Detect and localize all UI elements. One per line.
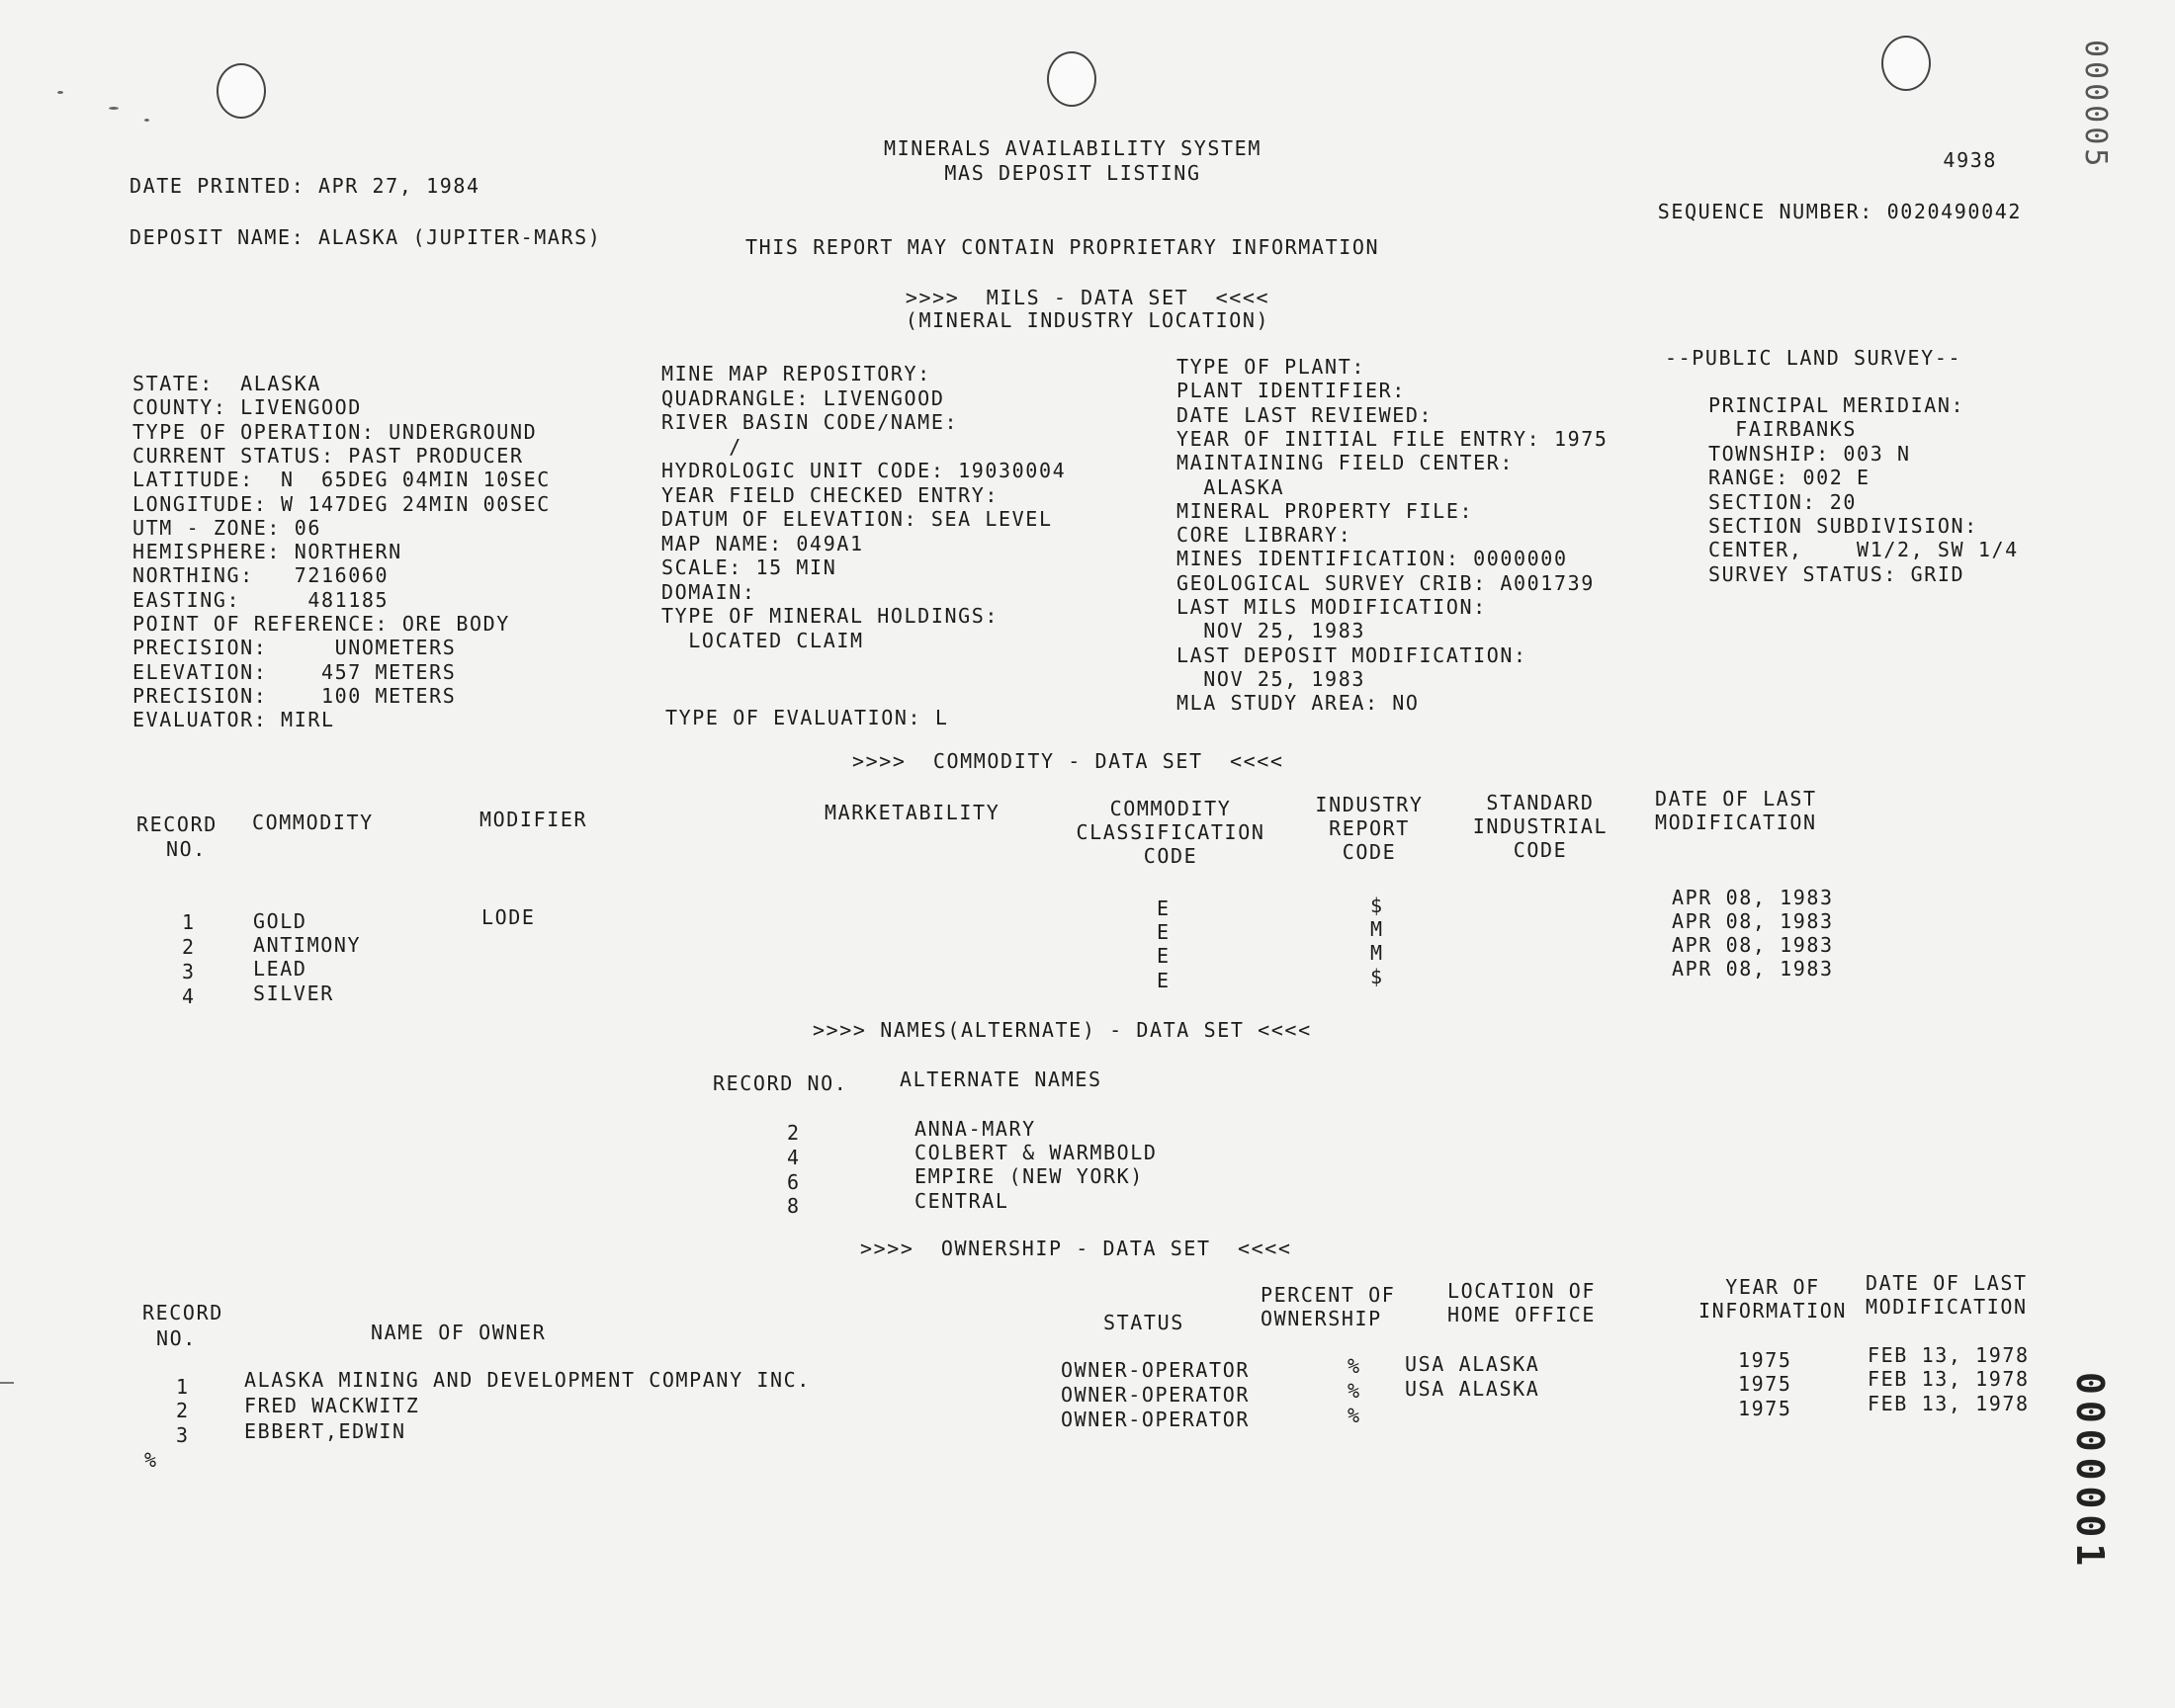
commodity-header-record-2: NO. (166, 837, 207, 861)
ownership-header-record-1: RECORD (142, 1301, 223, 1324)
ownership-no: 1 (176, 1375, 190, 1399)
mils-field: HEMISPHERE: NORTHERN (132, 540, 402, 564)
mils-field: GEOLOGICAL SURVEY CRIB: A001739 (1176, 570, 1595, 595)
commodity-header-standard-1: STANDARD (1486, 791, 1595, 814)
ownership-header-percent-2: OWNERSHIP (1261, 1307, 1382, 1330)
ownership-location: USA ALASKA (1405, 1352, 1540, 1376)
names-no: 6 (787, 1170, 801, 1194)
mils-field: / (661, 434, 742, 459)
ownership-header-date-1: DATE OF LAST (1866, 1271, 2028, 1295)
ownership-header-owner: NAME OF OWNER (371, 1321, 547, 1344)
commodity-header-standard-2: INDUSTRIAL (1472, 814, 1609, 838)
commodity-industry-code: M (1370, 941, 1384, 965)
ownership-header-percent-1: PERCENT OF (1261, 1283, 1396, 1307)
commodity-heading: >>>> COMMODITY - DATA SET <<<< (852, 749, 1284, 773)
smudge-mark (109, 107, 119, 110)
mils-field: TOWNSHIP: 003 N (1708, 441, 1911, 466)
ownership-header-location-1: LOCATION OF (1447, 1279, 1597, 1303)
ownership-header-location-2: HOME OFFICE (1447, 1303, 1597, 1326)
commodity-date: APR 08, 1983 (1672, 933, 1834, 957)
mils-field: DATE LAST REVIEWED: (1176, 402, 1434, 427)
ownership-date: FEB 13, 1978 (1868, 1343, 2030, 1367)
mils-field: NOV 25, 1983 (1176, 666, 1365, 691)
commodity-industry-code: $ (1370, 965, 1384, 988)
commodity-header-commodity: COMMODITY (252, 811, 374, 834)
commodity-classification: E (1157, 897, 1171, 920)
commodity-name: GOLD (253, 909, 307, 933)
sequence-number: SEQUENCE NUMBER: 0020490042 (1657, 200, 2022, 223)
page-edge-mark (0, 1382, 14, 1384)
commodity-classification: E (1157, 944, 1171, 968)
mils-field: DOMAIN: (661, 579, 756, 604)
deposit-name: DEPOSIT NAME: ALASKA (JUPITER-MARS) (130, 225, 602, 249)
mils-field: RANGE: 002 E (1708, 466, 1870, 490)
system-title: MINERALS AVAILABILITY SYSTEM (884, 136, 1262, 160)
mils-field: ALASKA (1176, 474, 1285, 499)
commodity-header-standard-3: CODE (1513, 838, 1568, 862)
commodity-header-classification-1: COMMODITY (1109, 797, 1232, 820)
names-heading: >>>> NAMES(ALTERNATE) - DATA SET <<<< (813, 1018, 1312, 1042)
commodity-name: LEAD (253, 957, 307, 981)
mils-field: COUNTY: LIVENGOOD (132, 395, 362, 420)
commodity-name: ANTIMONY (253, 933, 362, 957)
commodity-header-industry-3: CODE (1342, 840, 1397, 864)
mils-field: PLANT IDENTIFIER: (1176, 379, 1406, 403)
mils-field: MLA STUDY AREA: NO (1176, 691, 1420, 716)
commodity-header-industry-2: REPORT (1329, 816, 1410, 840)
mils-field: EASTING: 481185 (132, 587, 390, 612)
ownership-header-date-2: MODIFICATION (1866, 1295, 2028, 1319)
mils-field: TYPE OF PLANT: (1176, 355, 1365, 379)
listing-title: MAS DEPOSIT LISTING (944, 161, 1201, 185)
mils-field: EVALUATOR: MIRL (132, 708, 335, 732)
mils-field: SECTION SUBDIVISION: (1708, 514, 1978, 538)
ownership-no: 2 (176, 1399, 190, 1422)
mils-field: LOCATED CLAIM (661, 628, 864, 652)
smudge-mark (57, 91, 63, 94)
names-no: 4 (787, 1146, 801, 1169)
public-land-survey-heading: --PUBLIC LAND SURVEY-- (1665, 346, 1962, 370)
mils-field: STATE: ALASKA (132, 372, 321, 395)
punch-hole-left (217, 63, 266, 119)
date-printed: DATE PRINTED: APR 27, 1984 (130, 174, 480, 198)
commodity-header-classification-2: CLASSIFICATION (1076, 820, 1265, 844)
ownership-header-status: STATUS (1103, 1311, 1184, 1334)
mils-field: QUADRANGLE: LIVENGOOD (661, 385, 945, 410)
mils-field: RIVER BASIN CODE/NAME: (661, 410, 959, 434)
mils-field: TYPE OF MINERAL HOLDINGS: (661, 604, 1000, 628)
mils-field: TYPE OF OPERATION: UNDERGROUND (132, 419, 538, 444)
commodity-date: APR 08, 1983 (1672, 957, 1834, 981)
mils-field: SURVEY STATUS: GRID (1708, 561, 1965, 586)
mils-field: MAINTAINING FIELD CENTER: (1176, 451, 1515, 475)
mils-field: FAIRBANKS (1708, 417, 1858, 442)
commodity-header-marketability: MARKETABILITY (825, 801, 1000, 824)
type-of-evaluation: TYPE OF EVALUATION: L (665, 706, 949, 729)
commodity-modifier: LODE (481, 905, 536, 929)
ownership-date: FEB 13, 1978 (1868, 1392, 2030, 1415)
mils-field: HYDROLOGIC UNIT CODE: 19030004 (661, 459, 1067, 482)
names-name: COLBERT & WARMBOLD (914, 1141, 1158, 1164)
ownership-status: OWNER-OPERATOR (1061, 1408, 1250, 1431)
mils-subheading: (MINERAL INDUSTRY LOCATION) (905, 308, 1270, 332)
mils-field: ELEVATION: 457 METERS (132, 659, 457, 684)
mils-heading: >>>> MILS - DATA SET <<<< (905, 286, 1270, 309)
punch-hole-right (1881, 36, 1931, 91)
mils-field: PRECISION: UNOMETERS (132, 636, 457, 660)
mils-field: MINES IDENTIFICATION: 0000000 (1176, 547, 1568, 571)
ownership-percent: % (1348, 1354, 1361, 1378)
commodity-header-classification-3: CODE (1143, 844, 1198, 868)
mils-field: CORE LIBRARY: (1176, 523, 1352, 548)
names-name: EMPIRE (NEW YORK) (914, 1164, 1144, 1188)
mils-field: DATUM OF ELEVATION: SEA LEVEL (661, 507, 1053, 531)
mils-field: YEAR FIELD CHECKED ENTRY: (661, 482, 1000, 507)
mils-field: SECTION: 20 (1708, 489, 1858, 514)
commodity-no: 3 (182, 960, 196, 983)
mils-field: LATITUDE: N 65DEG 04MIN 10SEC (132, 468, 551, 492)
ownership-year: 1975 (1738, 1372, 1792, 1396)
mils-field: PRECISION: 100 METERS (132, 683, 457, 708)
ownership-status: OWNER-OPERATOR (1061, 1358, 1250, 1382)
ownership-percent: % (1348, 1404, 1361, 1427)
commodity-name: SILVER (253, 982, 334, 1005)
stamp-top-right: 000005 (2078, 40, 2113, 171)
ownership-owner: FRED WACKWITZ (244, 1394, 420, 1417)
mils-field: NORTHING: 7216060 (132, 563, 390, 588)
mils-field: LONGITUDE: W 147DEG 24MIN 00SEC (132, 491, 551, 516)
mils-field: CENTER, W1/2, SW 1/4 (1708, 538, 2019, 562)
mils-field: POINT OF REFERENCE: ORE BODY (132, 612, 510, 636)
ownership-heading: >>>> OWNERSHIP - DATA SET <<<< (860, 1237, 1292, 1260)
commodity-no: 4 (182, 984, 196, 1008)
commodity-classification: E (1157, 920, 1171, 944)
mils-field: UTM - ZONE: 06 (132, 515, 321, 540)
names-no: 2 (787, 1121, 801, 1145)
ownership-header-year-1: YEAR OF (1725, 1275, 1820, 1299)
ownership-status: OWNER-OPERATOR (1061, 1383, 1250, 1407)
ownership-percent: % (1348, 1379, 1361, 1403)
smudge-mark (144, 119, 149, 122)
commodity-classification: E (1157, 969, 1171, 992)
commodity-header-date-1: DATE OF LAST (1655, 787, 1817, 811)
mils-field: MINERAL PROPERTY FILE: (1176, 498, 1474, 523)
names-name: CENTRAL (914, 1189, 1009, 1213)
mils-field: MINE MAP REPOSITORY: (661, 362, 931, 385)
commodity-industry-code: $ (1370, 894, 1384, 917)
ownership-year: 1975 (1738, 1397, 1792, 1420)
ownership-owner: EBBERT,EDWIN (244, 1419, 406, 1443)
names-name: ANNA-MARY (914, 1117, 1036, 1141)
mils-field: SCALE: 15 MIN (661, 555, 837, 579)
mils-field: LAST DEPOSIT MODIFICATION: (1176, 642, 1527, 667)
ownership-year: 1975 (1738, 1348, 1792, 1372)
mils-field: LAST MILS MODIFICATION: (1176, 595, 1487, 619)
mils-field: MAP NAME: 049A1 (661, 531, 864, 555)
commodity-date: APR 08, 1983 (1672, 886, 1834, 909)
commodity-no: 2 (182, 935, 196, 959)
ownership-no: 3 (176, 1423, 190, 1447)
commodity-header-date-2: MODIFICATION (1655, 811, 1817, 834)
ownership-date: FEB 13, 1978 (1868, 1367, 2030, 1391)
commodity-header-record-1: RECORD (136, 812, 218, 836)
commodity-header-industry-1: INDUSTRY (1315, 793, 1424, 816)
mils-field: CURRENT STATUS: PAST PRODUCER (132, 443, 524, 468)
mils-field: YEAR OF INITIAL FILE ENTRY: 1975 (1176, 426, 1609, 451)
page-number: 4938 (1943, 148, 1997, 172)
stamp-bottom-right: 0000001 (2068, 1372, 2112, 1573)
mils-field: NOV 25, 1983 (1176, 619, 1365, 643)
ownership-owner: ALASKA MINING AND DEVELOPMENT COMPANY INC. (244, 1368, 811, 1392)
names-header-record: RECORD NO. (713, 1071, 848, 1095)
names-header-names: ALTERNATE NAMES (900, 1068, 1102, 1091)
ownership-header-record-2: NO. (156, 1326, 197, 1350)
proprietary-notice: THIS REPORT MAY CONTAIN PROPRIETARY INFORMATION (745, 235, 1380, 259)
ownership-footer: % (144, 1448, 158, 1472)
ownership-header-year-2: INFORMATION (1697, 1299, 1848, 1323)
mils-field: PRINCIPAL MERIDIAN: (1708, 393, 1965, 417)
commodity-date: APR 08, 1983 (1672, 909, 1834, 933)
commodity-header-modifier: MODIFIER (479, 808, 588, 831)
punch-hole-center (1047, 51, 1096, 107)
names-no: 8 (787, 1194, 801, 1218)
ownership-location: USA ALASKA (1405, 1377, 1540, 1401)
commodity-no: 1 (182, 910, 196, 934)
commodity-industry-code: M (1370, 917, 1384, 941)
